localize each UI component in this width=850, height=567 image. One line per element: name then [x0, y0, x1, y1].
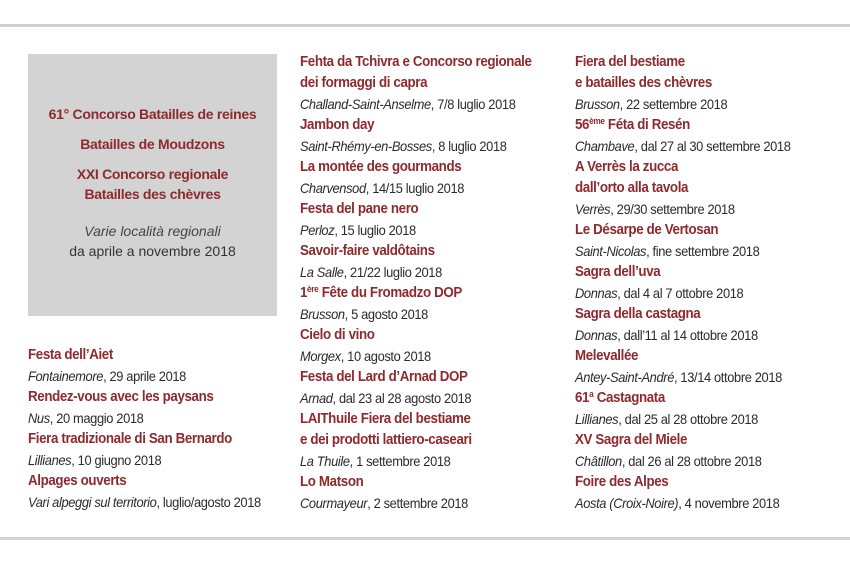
event-date: , dall’11 al 14 ottobre 2018: [617, 327, 758, 343]
event-title-text: Sagra dell’uva: [575, 264, 661, 280]
event-title-line-2: e dei prodotti lattiero-caseari: [300, 432, 472, 448]
event-title: [300, 241, 558, 262]
event-place: La Thuile: [300, 453, 350, 469]
event-place: Brusson: [300, 306, 345, 322]
event-title-text: Cielo di vino: [300, 327, 375, 343]
event-title-text: Fehta da Tchivra e Concorso regionale: [300, 54, 532, 70]
event-place: Perloz: [300, 222, 335, 238]
event-title: [300, 115, 558, 136]
event-item: [575, 157, 850, 220]
event-details: [28, 408, 269, 429]
event-place: Morgex: [300, 348, 341, 364]
event-date: , 14/15 luglio 2018: [365, 180, 465, 196]
event-title-text: Fiera del bestiame: [575, 54, 685, 70]
event-title: [300, 199, 558, 220]
event-details: [575, 451, 828, 472]
event-date: , 13/14 ottobre 2018: [673, 369, 782, 385]
event-place: Lillianes: [28, 452, 72, 468]
event-title: [28, 387, 269, 408]
event-title: [300, 367, 558, 388]
event-place: Arnad: [300, 390, 333, 406]
event-date: , 2 settembre 2018: [367, 495, 468, 511]
featured-title-2: Batailles de Moudzons: [80, 136, 225, 152]
event-title: [575, 388, 828, 409]
featured-title-3b: Batailles des chèvres: [84, 186, 221, 202]
event-title: [300, 52, 558, 73]
event-date: , dal 27 al 30 settembre 2018: [634, 138, 791, 154]
event-title-number: 1: [300, 285, 308, 301]
event-date: , 22 settembre 2018: [619, 96, 728, 112]
event-title: [575, 346, 828, 367]
event-title: [300, 157, 558, 178]
event-item: [575, 115, 850, 157]
event-title-line-2: dall’orto alla tavola: [575, 180, 689, 196]
event-title-text: Melevallée: [575, 348, 639, 364]
event-details: [300, 178, 558, 199]
events-column-3: [575, 52, 850, 514]
event-details: [575, 241, 828, 262]
event-date: , 15 luglio 2018: [334, 222, 416, 238]
event-item: [575, 262, 850, 304]
event-details: [575, 199, 828, 220]
event-title-text: Féta di Resén: [604, 117, 690, 133]
event-place: Aosta (Croix-Noire): [575, 495, 679, 511]
event-place: Fontainemore: [28, 368, 104, 384]
event-title-text: Lo Matson: [300, 474, 364, 490]
event-title: [28, 429, 269, 450]
event-title-line-2: dei formaggi di capra: [300, 75, 428, 91]
event-title-text: Festa dell’Aiet: [28, 347, 113, 363]
event-title-text: Le Désarpe de Vertosan: [575, 222, 719, 238]
event-title-text: Fiera tradizionale di San Bernardo: [28, 431, 232, 447]
event-title: [300, 472, 558, 493]
event-date: , 20 maggio 2018: [49, 410, 144, 426]
event-details: [28, 366, 269, 387]
event-item: [575, 430, 850, 472]
event-place: Brusson: [575, 96, 620, 112]
event-item: [575, 220, 850, 262]
event-place: Nus: [28, 410, 50, 426]
event-title-text: Festa del pane nero: [300, 201, 419, 217]
event-place: Saint-Rhémy-en-Bosses: [300, 138, 432, 154]
event-place: Verrès: [575, 201, 611, 217]
event-date: , 4 novembre 2018: [678, 495, 780, 511]
event-item: [28, 429, 290, 471]
event-title-ordinal: ère: [307, 284, 319, 294]
featured-title-3a: XXI Concorso regionale: [76, 166, 229, 182]
event-details: [300, 304, 558, 325]
top-divider: [0, 24, 850, 27]
event-details: [300, 388, 558, 409]
event-item: [575, 304, 850, 346]
event-date: , 10 giugno 2018: [71, 452, 162, 468]
event-details: [300, 262, 558, 283]
event-title-number: 61: [575, 390, 590, 406]
event-title: [300, 409, 558, 430]
event-title: [575, 304, 828, 325]
event-details: [575, 325, 828, 346]
event-place: Donnas: [575, 327, 618, 343]
event-title-line-2: e batailles des chèvres: [575, 75, 712, 91]
event-place: Vari alpeggi sul territorio: [28, 494, 157, 510]
event-item: [300, 199, 580, 241]
event-title-text: Fête du Fromadzo DOP: [318, 285, 462, 301]
event-title-text: Jambon day: [300, 117, 375, 133]
event-place: Challand-Saint-Anselme: [300, 96, 431, 112]
event-title: [575, 115, 828, 136]
event-details: [575, 367, 828, 388]
event-place: Châtillon: [575, 453, 622, 469]
event-date: , 1 settembre 2018: [349, 453, 451, 469]
event-item: [28, 471, 290, 513]
event-place: Donnas: [575, 285, 618, 301]
event-item: [28, 387, 290, 429]
event-title: [300, 325, 558, 346]
event-title: [575, 430, 828, 451]
event-item: [300, 409, 580, 472]
event-title-text: Festa del Lard d’Arnad DOP: [300, 369, 468, 385]
event-details: [300, 136, 558, 157]
event-date: , 8 luglio 2018: [431, 138, 507, 154]
event-title: [300, 283, 558, 304]
event-item: [28, 345, 290, 387]
event-details: [300, 94, 558, 115]
event-date: , dal 4 al 7 ottobre 2018: [617, 285, 744, 301]
featured-location: Varie località regionali: [84, 223, 221, 239]
event-title-ordinal: ème: [589, 116, 605, 126]
event-details: [575, 94, 828, 115]
event-title-number: 56: [575, 117, 590, 133]
event-title-text: Sagra della castagna: [575, 306, 701, 322]
event-date: , luglio/agosto 2018: [156, 494, 261, 510]
event-title-text: Savoir-faire valdôtains: [300, 243, 435, 259]
event-item: [300, 115, 580, 157]
event-title: [575, 472, 828, 493]
bottom-divider: [0, 537, 850, 540]
event-item: [575, 472, 850, 514]
event-date: , fine settembre 2018: [646, 243, 760, 259]
event-title: [575, 52, 828, 73]
event-details: [28, 450, 269, 471]
events-column-1: [28, 345, 290, 513]
event-place: Antey-Saint-André: [575, 369, 674, 385]
event-date: , 29 aprile 2018: [103, 368, 186, 384]
event-date: , 5 agosto 2018: [344, 306, 428, 322]
featured-dates: da aprile a novembre 2018: [69, 243, 236, 259]
event-title-text: LAIThuile Fiera del bestiame: [300, 411, 471, 427]
event-title-text: Castagnata: [593, 390, 665, 406]
event-item: [575, 388, 850, 430]
event-title: [575, 220, 828, 241]
event-item: [300, 367, 580, 409]
event-date: , dal 25 al 28 ottobre 2018: [618, 411, 758, 427]
featured-title-1: 61° Concorso Batailles de reines: [48, 106, 257, 122]
event-date: , 10 agosto 2018: [340, 348, 431, 364]
event-place: Charvensod: [300, 180, 366, 196]
event-details: [575, 283, 828, 304]
event-date: , 21/22 luglio 2018: [343, 264, 442, 280]
event-date: , dal 26 al 28 ottobre 2018: [621, 453, 762, 469]
event-item: [575, 52, 850, 115]
event-date: , 7/8 luglio 2018: [430, 96, 516, 112]
event-title-text: La montée des gourmands: [300, 159, 462, 175]
event-place: Lillianes: [575, 411, 619, 427]
event-details: [300, 346, 558, 367]
event-item: [300, 283, 580, 325]
event-title: [575, 262, 828, 283]
event-place: Saint-Nicolas: [575, 243, 647, 259]
event-place: La Salle: [300, 264, 344, 280]
event-title: [28, 471, 269, 492]
featured-event-box: [28, 54, 277, 316]
event-title-text: A Verrès la zucca: [575, 159, 679, 175]
event-title-text: Foire des Alpes: [575, 474, 669, 490]
event-title-text: XV Sagra del Miele: [575, 432, 688, 448]
event-details: [575, 409, 828, 430]
event-details: [300, 493, 558, 514]
event-title-ordinal: a: [589, 389, 594, 399]
event-title-text: Alpages ouverts: [28, 473, 127, 489]
event-details: [575, 136, 828, 157]
event-place: Courmayeur: [300, 495, 368, 511]
event-item: [300, 157, 580, 199]
event-item: [300, 52, 580, 115]
event-item: [300, 472, 580, 514]
event-item: [575, 346, 850, 388]
event-details: [300, 220, 558, 241]
events-column-2: [300, 52, 580, 514]
event-title: [575, 157, 828, 178]
event-details: [575, 493, 828, 514]
event-details: [28, 492, 269, 513]
event-date: , 29/30 settembre 2018: [610, 201, 735, 217]
event-item: [300, 241, 580, 283]
event-title-text: Rendez-vous avec les paysans: [28, 389, 214, 405]
event-date: , dal 23 al 28 agosto 2018: [332, 390, 472, 406]
event-place: Chambave: [575, 138, 635, 154]
event-details: [300, 451, 558, 472]
event-item: [300, 325, 580, 367]
event-title: [28, 345, 269, 366]
